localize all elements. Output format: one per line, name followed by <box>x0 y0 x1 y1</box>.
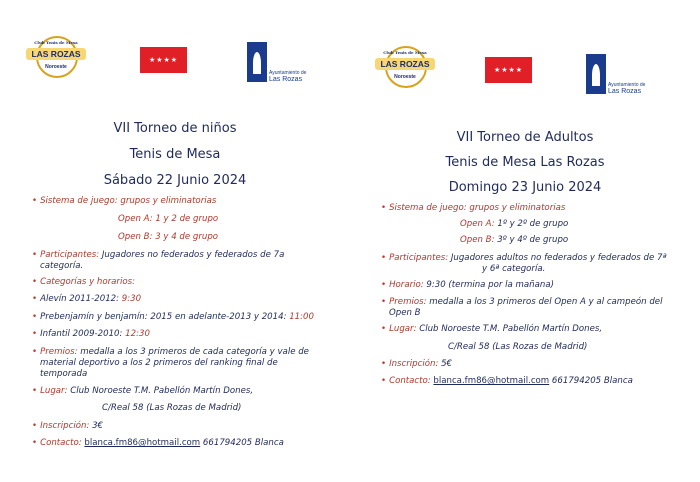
open-a-rule: Open A: 1º y 2º de grupo <box>460 219 569 229</box>
tournament-title: VII Torneo de Adultos <box>456 130 594 145</box>
category-infantil: • Infantil 2009-2010: 12:30 <box>32 329 150 339</box>
schedule: • Horario: 9:30 (termina por la mañana) <box>381 280 554 290</box>
contact-email-link[interactable]: blanca.fm86@hotmail.com <box>433 376 550 386</box>
prizes-cont2: temporada <box>40 369 88 379</box>
contact-email-link[interactable]: blanca.fm86@hotmail.com <box>84 438 201 448</box>
prizes: • Premios: medalla a los 3 primeros de cada categoría y vale de <box>32 347 309 357</box>
participants: • Participantes: Jugadores no federados y federados de 7a <box>32 250 285 260</box>
contact: • Contacto: blanca.fm86@hotmail.com 661794205 Blanca <box>381 376 633 386</box>
prizes-cont1: material deportivo a los 2 primeros del ranking final de <box>40 358 278 368</box>
prizes: • Premios: medalla a los 3 primeros del Open A y al campeón del <box>381 297 663 307</box>
participants-cont: categoría. <box>40 261 84 271</box>
category-alevin: • Alevín 2011-2012: 9:30 <box>32 294 142 304</box>
ayuntamiento-las-rozas-logo: Ayuntamiento de Las Rozas <box>247 42 311 84</box>
participants: • Participantes: Jugadores adultos no federados y federados de 7ª <box>381 253 667 263</box>
participants-cont: y 6ª categoría. <box>482 264 546 274</box>
venue-address: C/Real 58 (Las Rozas de Madrid) <box>448 342 588 352</box>
venue: • Lugar: Club Noroeste T.M. Pabellón Martín Dones, <box>32 386 254 396</box>
categories-heading: • Categorías y horarios: <box>32 277 135 287</box>
tournament-subtitle: Tenis de Mesa <box>129 147 221 162</box>
tournament-date: Sábado 22 Junio 2024 <box>103 173 247 188</box>
ayuntamiento-las-rozas-logo: Ayuntamiento de Las Rozas <box>586 54 650 96</box>
tournament-date: Domingo 23 Junio 2024 <box>448 180 602 195</box>
open-b-rule: Open B: 3º y 4º de grupo <box>460 235 569 245</box>
venue-address: C/Real 58 (Las Rozas de Madrid) <box>102 403 242 413</box>
prizes-cont: Open B <box>389 308 421 318</box>
game-system: • Sistema de juego: grupos y eliminatorias <box>32 196 217 206</box>
category-prebenjamin: • Prebenjamín y benjamín: 2015 en adelante-2013 y 2014: 11:00 <box>32 312 314 322</box>
comunidad-madrid-flag-logo: ★★★★ <box>485 57 532 83</box>
tournament-subtitle: Tenis de Mesa Las Rozas <box>445 155 605 170</box>
registration-fee: • Inscripción: 3€ <box>32 421 104 431</box>
open-b-rule: Open B: 3 y 4 de grupo <box>118 232 219 242</box>
venue: • Lugar: Club Noroeste T.M. Pabellón Martín Dones, <box>381 324 603 334</box>
game-system: • Sistema de juego: grupos y eliminatorias <box>381 203 566 213</box>
contact: • Contacto: blanca.fm86@hotmail.com 661794205 Blanca <box>32 438 284 448</box>
registration-fee: • Inscripción: 5€ <box>381 359 453 369</box>
club-noroeste-logo: Club Tenis de Mesa LAS ROZAS Noroeste <box>28 34 84 78</box>
open-a-rule: Open A: 1 y 2 de grupo <box>118 214 219 224</box>
tournament-title: VII Torneo de niños <box>113 121 237 136</box>
comunidad-madrid-flag-logo: ★★★★ <box>140 47 187 73</box>
club-noroeste-logo: Club Tenis de Mesa LAS ROZAS Noroeste <box>377 44 433 88</box>
